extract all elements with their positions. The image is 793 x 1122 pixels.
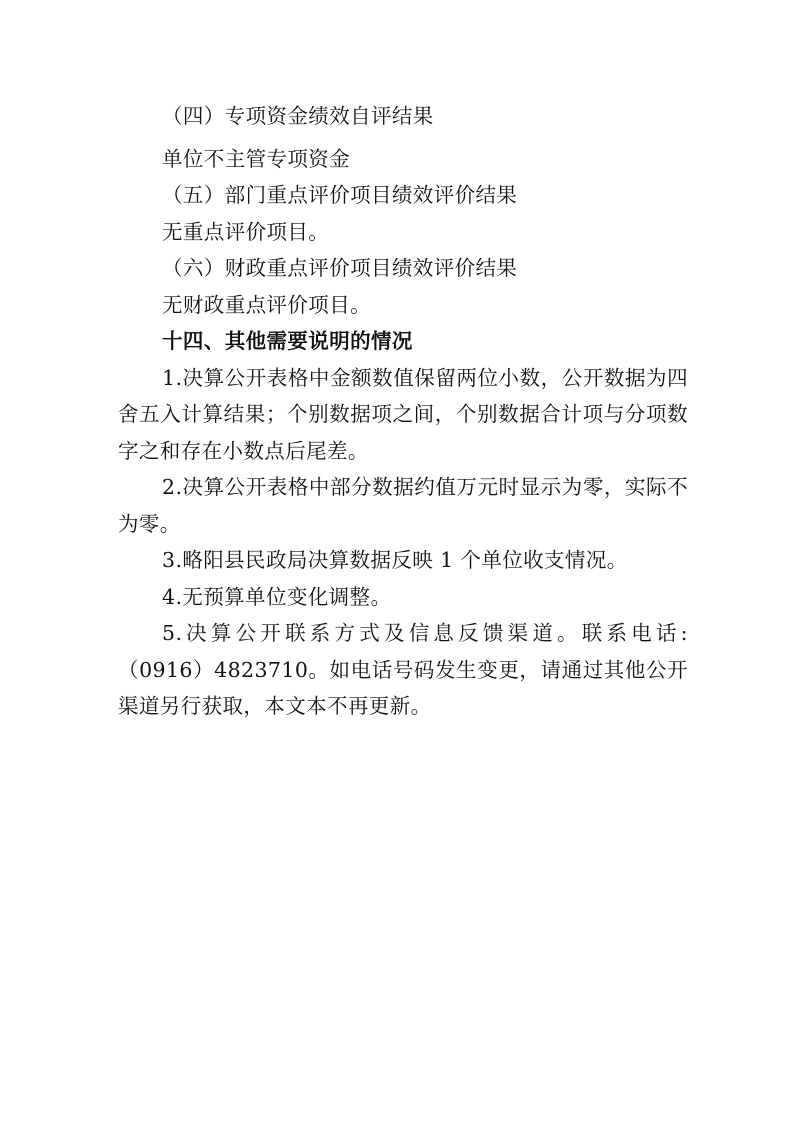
section-body-5: 无重点评价项目。 (162, 219, 330, 244)
section-body-6: 无财政重点评价项目。 (162, 292, 371, 317)
section-body-4: 单位不主管专项资金 (162, 146, 351, 171)
note-1: 1.决算公开表格中金额数值保留两位小数，公开数据为四舍五入计算结果；个别数据项之间，个别数据合计项与分项数字之和存在小数点后尾差。 (118, 365, 688, 463)
note-4: 4.无预算单位变化调整。 (162, 584, 392, 609)
chapter-heading: 十四、其他需要说明的情况 (162, 329, 413, 353)
document-content (118, 98, 688, 725)
note-2: 2.决算公开表格中部分数据约值万元时显示为零，实际不为零。 (118, 475, 688, 536)
section-heading-4: （四）专项资金绩效自评结果 (162, 104, 434, 128)
section-heading-6: （六）财政重点评价项目绩效评价结果 (162, 256, 518, 280)
note-5: 5.决算公开联系方式及信息反馈渠道。联系电话:（0916）4823710。如电话号码发生变更，请通过其他公开渠道另行获取，本文本不再更新。 (118, 621, 688, 718)
note-3: 3.略阳县民政局决算数据反映 1 个单位收支情况。 (162, 548, 628, 572)
section-heading-5: （五）部门重点评价项目绩效评价结果 (162, 183, 518, 207)
